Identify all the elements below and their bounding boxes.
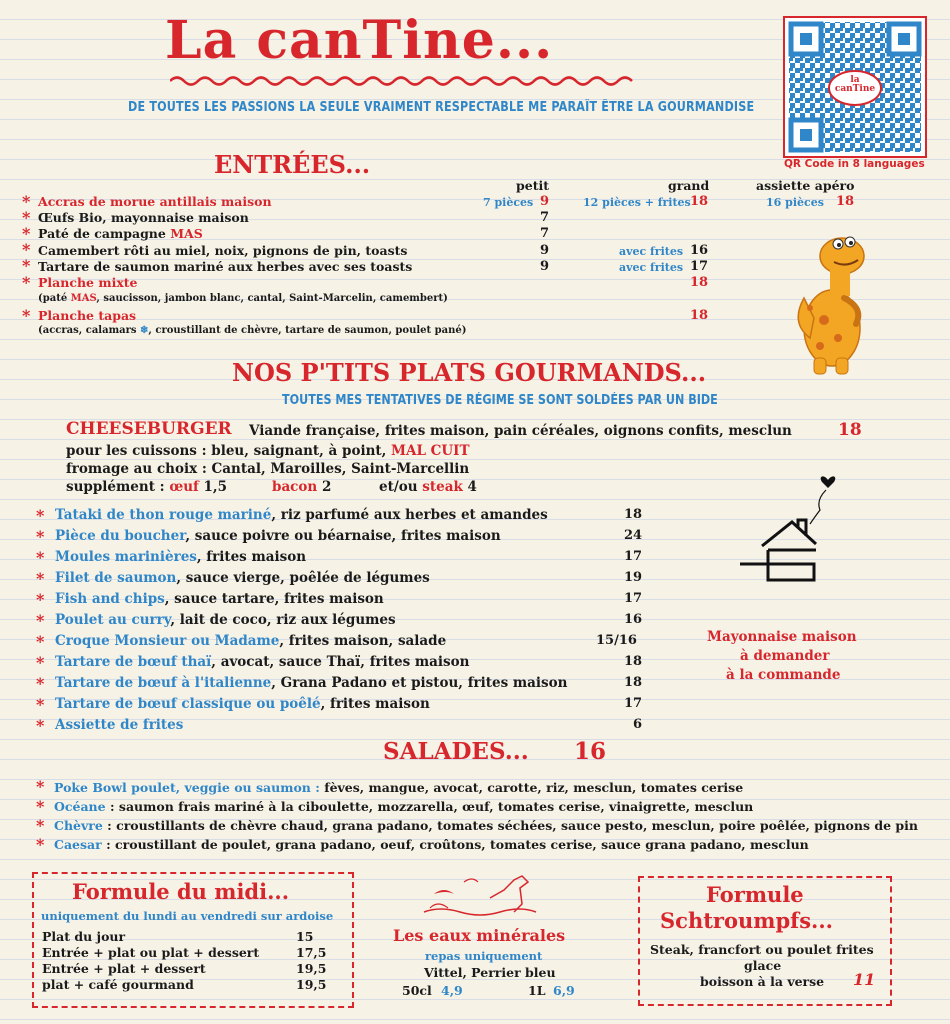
entree-grand-price: 17 [690,259,709,274]
eaux-size-1: 50cl [402,983,432,998]
col-grand: grand [668,178,710,193]
formule-midi-subtitle: uniquement du lundi au vendredi sur ardoise [41,909,334,923]
mayo-note-line1: Mayonnaise maison [707,629,857,645]
entree-apero-note: 16 pièces [766,196,824,209]
col-apero: assiette apéro [756,178,855,193]
star-icon: * [22,192,31,211]
plats-tagline: TOUTES MES TENTATIVES DE RÉGIME SE SONT SOLDÉES PAR UN BIDE [282,393,718,408]
salades-price: 16 [574,738,607,765]
entree-petit-price: 9 [540,259,550,274]
entree-name: Accras de morue antillais maison [38,194,272,209]
plat-price: 19 [624,570,643,585]
plat-price: 24 [624,528,643,543]
header-tagline: DE TOUTES LES PASSIONS LA SEULE VRAIMENT RESPECTABLE ME PARAÎT ÊTRE LA GOURMANDISE [128,100,755,115]
plat-item: Pièce du boucher, sauce poivre ou béarnaise, frites maison [55,528,501,544]
plat-price: 18 [624,675,643,690]
plat-price: 6 [633,717,643,732]
cheeseburger-supplement-bacon: bacon 2 [272,479,332,495]
entree-sub: (accras, calamars ❄, croustillant de chèvre, tartare de saumon, poulet pané) [38,325,467,336]
mayo-note-line2: à demander [740,648,830,664]
plat-price: 17 [624,549,643,564]
entree-grand-note: avec frites [619,245,684,258]
restaurant-title: La canTine... [165,10,554,71]
star-icon: * [36,632,45,651]
plat-item: Tataki de thon rouge mariné, riz parfumé aux herbes et amandes [55,507,548,523]
star-icon: * [36,506,45,525]
eaux-brands: Vittel, Perrier bleu [424,965,556,980]
cheeseburger-desc: Viande française, frites maison, pain céréales, oignons confits, mesclun [249,423,792,439]
plat-item: Tartare de bœuf classique ou poêlé, frites maison [55,696,430,712]
entree-petit-price: 9 [540,194,550,209]
plat-item: Tartare de bœuf à l'italienne, Grana Padano et pistou, frites maison [55,675,568,691]
entree-petit-note: 7 pièces [483,196,534,209]
plat-price: 16 [624,612,643,627]
star-icon: * [36,590,45,609]
star-icon: * [36,569,45,588]
qr-caption: QR Code in 8 languages [784,158,925,170]
schtroumpfs-line3: boisson à la verse [700,974,825,989]
entree-apero-price: 18 [836,194,855,209]
entrees-title: ENTRÉES... [214,150,371,179]
plat-item: Poulet au curry, lait de coco, riz aux légumes [55,612,396,628]
dinosaur-mascot-illustration [790,228,880,378]
star-icon: * [22,306,31,325]
star-icon: * [36,548,45,567]
plat-item: Assiette de frites [55,717,184,733]
qr-code[interactable] [783,16,927,158]
star-icon: * [36,777,45,796]
schtroumpfs-line2: glace [744,958,782,973]
entree-name: Camembert rôti au miel, noix, pignons de pin, toasts [38,243,408,258]
salade-item: Poke Bowl poulet, veggie ou saumon : fèves, mangue, avocat, carotte, riz, mesclun, tomates cerise [54,780,744,795]
title-underline-decoration [170,74,640,88]
formule-row-price: 15 [296,929,314,944]
plat-price: 17 [624,696,643,711]
eaux-price-2: 6,9 [553,983,575,998]
star-icon: * [36,674,45,693]
cheeseburger-price: 18 [838,420,862,440]
plat-item: Filet de saumon, sauce vierge, poêlée de légumes [55,570,430,586]
formule-row-label: plat + café gourmand [42,977,194,992]
star-icon: * [36,835,45,854]
plat-price: 18 [624,507,643,522]
formule-row-label: Entrée + plat + dessert [42,961,206,976]
entree-name: Planche mixte [38,275,138,290]
eaux-subtitle: repas uniquement [425,949,543,963]
eaux-title: Les eaux minérales [393,926,566,945]
schtroumpfs-title-2: Schtroumpfs... [660,908,833,933]
star-icon: * [36,653,45,672]
star-icon: * [36,797,45,816]
star-icon: * [22,224,31,243]
schtroumpfs-title-1: Formule [706,882,804,907]
plat-item: Tartare de bœuf thaï, avocat, sauce Thaï, frites maison [55,654,470,670]
star-icon: * [36,527,45,546]
plats-title: NOS P'TITS PLATS GOURMANDS... [232,358,707,387]
entree-sub: (paté MAS, saucisson, jambon blanc, cantal, Saint-Marcelin, camembert) [38,293,448,304]
plat-item: Moules marinières, frites maison [55,549,307,565]
entree-grand-price: 16 [690,243,709,258]
star-icon: * [36,611,45,630]
star-icon: * [22,208,31,227]
cheeseburger-supplement-steak: et/ou steak 4 [379,479,477,495]
entree-name: Planche tapas [38,308,137,323]
plat-price: 18 [624,654,643,669]
salade-item: Chèvre : croustillants de chèvre chaud, grana padano, tomates séchées, sauce pesto, mesclun, poire poêlée, pignons de pin [54,818,918,833]
plat-item: Fish and chips, sauce tartare, frites maison [55,591,384,607]
entree-grand-note: avec frites [619,261,684,274]
eaux-size-2: 1L [528,983,546,998]
salade-item: Caesar : croustillant de poulet, grana padano, oeuf, croûtons, tomates cerise, sauce grana padano, mesclun [54,837,809,852]
salade-item: Océane : saumon frais mariné à la ciboulette, mozzarella, œuf, tomates cerise, vinaigrette, mesclun [54,799,754,814]
star-icon: * [36,816,45,835]
cheeseburger-name: CHEESEBURGER [66,419,232,439]
entree-grand-price: 18 [690,308,709,323]
col-petit: petit [516,178,549,193]
entree-name: Paté de campagne MAS [38,226,203,241]
beach-sketch-illustration [420,868,540,922]
snowflake-icon: ❄ [140,325,149,336]
entree-petit-price: 9 [540,243,550,258]
star-icon: * [22,240,31,259]
schtroumpfs-price: 11 [853,970,876,989]
eaux-price-1: 4,9 [441,983,463,998]
plat-price: 15/16 [596,633,637,648]
salades-title: SALADES... [383,738,529,765]
entree-grand-price: 18 [690,275,709,290]
star-icon: * [22,256,31,275]
house-with-heart-illustration [738,466,838,586]
cheeseburger-cuissons: pour les cuissons : bleu, saignant, à point, MAL CUIT [66,443,470,459]
entree-grand-note: 12 pièces + frites [583,196,691,209]
star-icon: * [36,716,45,735]
formule-row-price: 19,5 [296,977,327,992]
entree-grand-price: 18 [690,194,709,209]
entree-name: Tartare de saumon mariné aux herbes avec ses toasts [38,259,413,274]
formule-midi-title: Formule du midi... [72,879,290,904]
cheeseburger-fromage: fromage au choix : Cantal, Maroilles, Saint-Marcellin [66,461,470,477]
entree-name: Œufs Bio, mayonnaise maison [38,210,249,225]
formule-row-price: 17,5 [296,945,327,960]
formule-row-label: Entrée + plat ou plat + dessert [42,945,260,960]
mayo-note-line3: à la commande [726,667,841,683]
plat-item: Croque Monsieur ou Madame, frites maison, salade [55,633,447,649]
qr-logo: la canTine [834,75,876,94]
formule-row-label: Plat du jour [42,929,126,944]
schtroumpfs-line1: Steak, francfort ou poulet frites [650,942,874,957]
star-icon: * [22,273,31,292]
cheeseburger-supplement: supplément : œuf 1,5 [66,479,228,495]
formule-row-price: 19,5 [296,961,327,976]
plat-price: 17 [624,591,643,606]
entree-petit-price: 7 [540,210,550,225]
entree-petit-price: 7 [540,226,550,241]
star-icon: * [36,695,45,714]
